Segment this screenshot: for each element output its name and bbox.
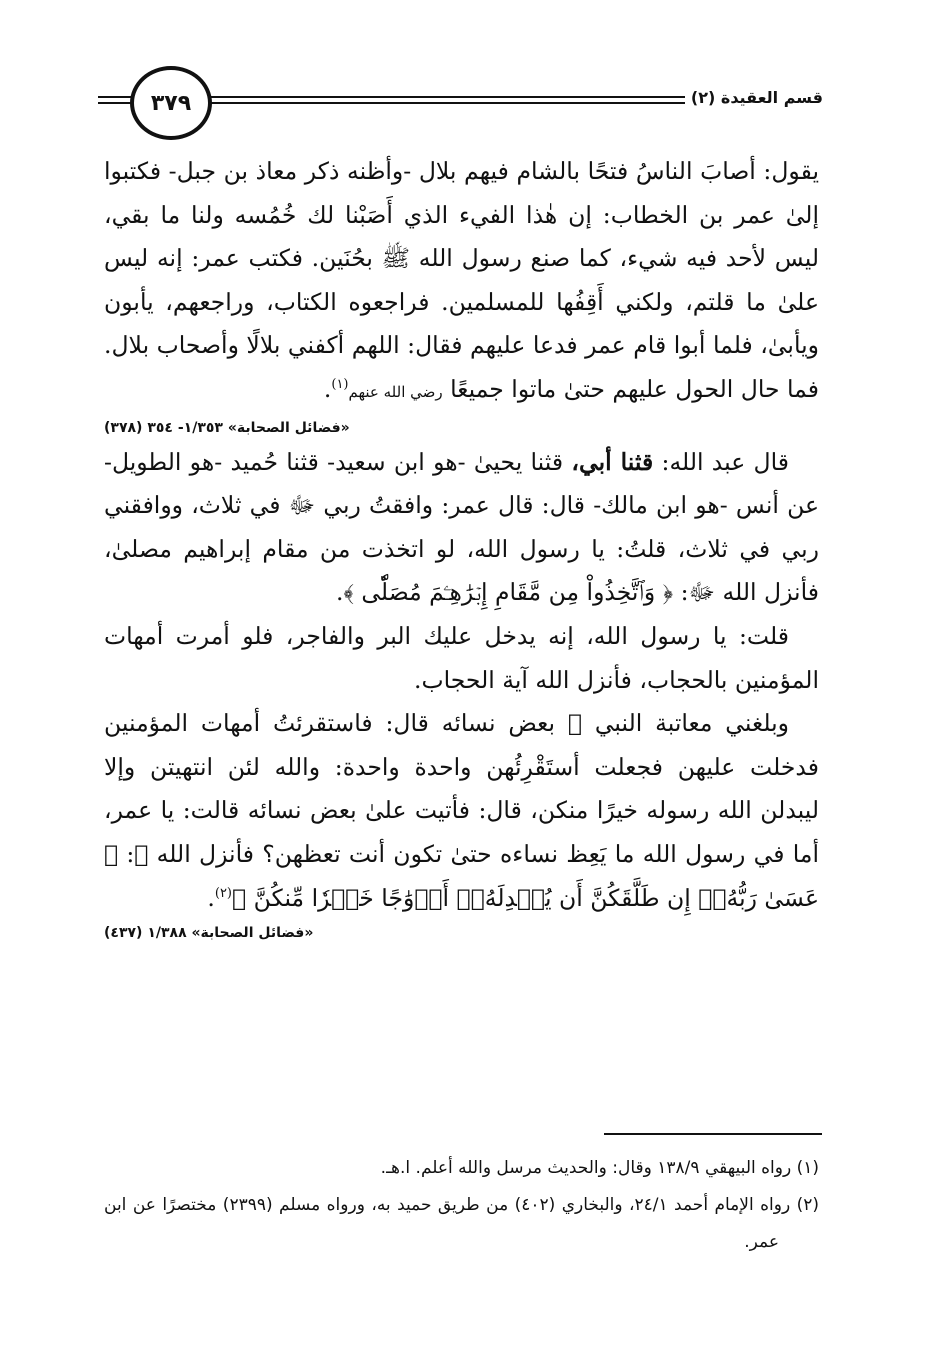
honorific-glyph: رضي الله عنهم <box>348 382 443 401</box>
paragraph-1: يقول: أصابَ الناسُ فتحًا بالشام فيهم بلال -وأظنه ذكر معاذ بن جبل- فكتبوا إلىٰ عمر بن الخطاب: إن هٰذا الفيء الذي أَصَبْنا لك خُمُسه ولنا ما بقي، ليس لأحد فيه شيء، كما صنع رسول الله ﷺ بحُنَين. فكتب عمر: إنه ليس علىٰ ما قلتم، ولكني أَقِفُها للمسلمين. فراجعوه الكتاب، وراجعهم، يأبون ويأبىٰ، فلما أبوا قام عمر فدعا عليهم فقال: اللهم أكفني بلالًا وأصحاب بلال. فما حال الحول عليهم حتىٰ ماتوا جميعًا رضي الله عنهم$^{(١)}$. <box>104 157 819 403</box>
quran-verse-1: ﴿ وَٱتَّخِذُواْ مِن مَّقَامِ إِبۡرَٰهِـۧمَ مُصَلّٗى ﴾. <box>335 578 674 607</box>
paragraph-2 <box>104 441 819 615</box>
footnote-ref-1[interactable]: (١) <box>331 377 349 393</box>
paragraph-4-text: وبلغني معاتبة النبي ﷺ بعض نسائه قال: فاستقرئتُ أمهات المؤمنين فدخلت عليهن فجعلت أستَقْرِئُهن واحدة واحدة: والله لئن انتهيتن وإلا ليبدلن الله رسوله خيرًا منكن، قال: فأتيت علىٰ بعض نسائه قالت: يا عمر، أما في رسول الله ما يَعِظ نساءه حتىٰ تكون أنت تعظهن؟ فأنزل الله ﷻ: <box>104 709 819 868</box>
footnotes <box>104 1150 819 1261</box>
quran-verse-2: ﴿ عَسَىٰ رَبُّهُۥٓ إِن طَلَّقَكُنَّ أَن يُبۡدِلَهُۥٓ أَزۡوَٰجًا خَيۡرٗا مِّنكُنَّ ﴾ <box>104 839 819 912</box>
paragraph-2-bold: قثنا أبي، <box>571 447 654 476</box>
footnote-1: (١) رواه البيهقي ١٣٨/٩ وقال: والحديث مرسل والله أعلم. ا.هـ. <box>380 1158 819 1178</box>
page-header <box>98 66 823 136</box>
running-title: قسم العقيدة (٢) <box>685 88 823 107</box>
page-number: ٣٧٩ <box>130 66 212 140</box>
paragraph-1-text: يقول: أصابَ الناسُ فتحًا بالشام فيهم بلال -وأظنه ذكر معاذ بن جبل- فكتبوا إلىٰ عمر بن الخطاب: إن هٰذا الفيء الذي أَصَبْنا لك خُمُسه ولنا ما بقي، ليس لأحد فيه شيء، كما صنع رسول الله ﷺ بحُنَين. فكتب عمر: إنه ليس علىٰ ما قلتم، ولكني أَقِفُها للمسلمين. فراجعوه الكتاب، وراجعهم، يأبون ويأبىٰ، فلما أبوا قام عمر فدعا عليهم فقال: اللهم أكفني بلالًا وأصحاب بلال. فما حال الحول عليهم حتىٰ ماتوا جميعًا <box>104 157 819 403</box>
footnote-separator <box>604 1133 822 1135</box>
paragraph-2-lead: قال عبد الله: <box>653 447 790 476</box>
paragraph-2-text: قثنا يحيىٰ -هو ابن سعيد- قثنا حُميد -هو الطويل- عن أنس -هو ابن مالك- قال: قال عمر: وافقتُ ربي ﷻ في ثلاث، ووافقني ربي في ثلاث، قلتُ: يا رسول الله، لو اتخذت من مقام إبراهيم مصلىٰ، فأنزل الله ﷻ: <box>104 447 819 607</box>
citation-2: «فضائل الصحابة» ١/٣٨٨ (٤٣٧) <box>104 925 314 942</box>
paragraph-3: قلت: يا رسول الله، إنه يدخل عليك البر والفاجر، فلو أمرت أمهات المؤمنين بالحجاب، فأنزل الله آية الحجاب. <box>104 621 819 694</box>
citation-1: «فضائل الصحابة» ١/٣٥٣- ٣٥٤ (٣٧٨) <box>104 419 350 436</box>
main-text <box>104 150 819 946</box>
footnote-ref-2[interactable]: (٢) <box>214 885 232 901</box>
footnote-2: (٢) رواه الإمام أحمد ٢٤/١، والبخاري (٤٠٢) من طريق حميد به، ورواه مسلم (٢٣٩٩) مختصرًا عن ابن عمر. <box>104 1195 819 1252</box>
paragraph-4: وبلغني معاتبة النبي ﷺ بعض نسائه قال: فاستقرئتُ أمهات المؤمنين فدخلت عليهن فجعلت أستَقْرِئُهن واحدة واحدة: والله لئن انتهيتن وإلا ليبدلن الله رسوله خيرًا منكن، قال: فأتيت علىٰ بعض نسائه قالت: يا عمر، أما في رسول الله ما يَعِظ نساءه حتىٰ تكون أنت تعظهن؟ فأنزل الله ﷻ: ﴿ عَسَىٰ رَبُّهُۥٓ إِن طَلَّقَكُنَّ أَن يُبۡدِلَهُۥٓ أَزۡوَٰجًا خَيۡرٗا مِّنكُنَّ ﴾$^{(٢)}$. <box>104 709 819 912</box>
